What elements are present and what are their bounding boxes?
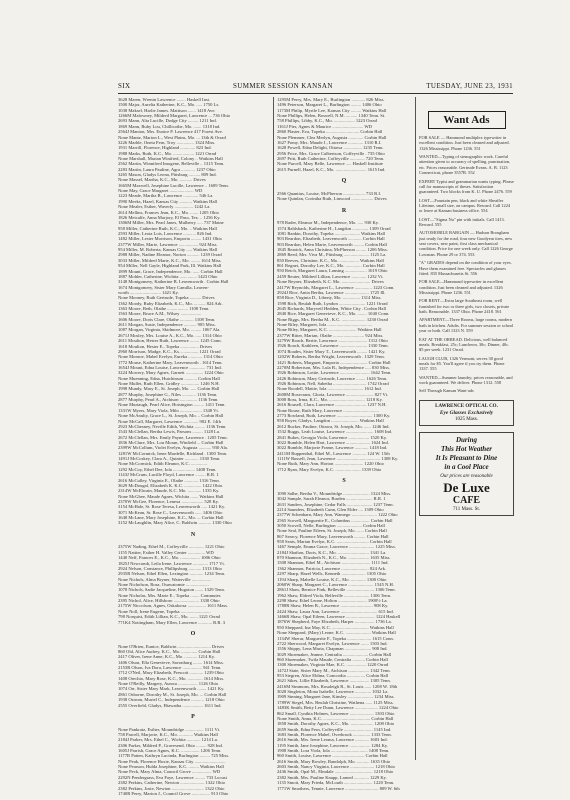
optical-ad: [419, 400, 514, 426]
directory-entry: 1111W Russell, Jean, Lawrence ...................................... 1308 Ky.: [277, 456, 399, 461]
directory-entry: None Peck, Mary Alma, Council Grove ................. WD: [118, 769, 221, 775]
cafe-name: De Luxe: [443, 479, 490, 495]
directory-entry: None Monroe, Mabel Evelyn, Eureka ............ 1314 Ohio: [118, 354, 223, 360]
directory-entry: 950 Reich, Margaret Laura, Lansing ................... 1619 Ohio: [277, 268, 388, 274]
directory-entry: 1926 Robinson, Lottie, Lawrence .......................... 1642 Tenn.: [277, 370, 392, 376]
directory-entry: 1532 Ruggs, Leah Louise, Lawrence ........................ 1608 Ind.: [277, 429, 393, 435]
directory-entry: 2417 Oliver, Irene Anne, K.C., Mo. ........... 1214 Ky.: [118, 654, 215, 660]
directory-entry: 2612 Rucker, Pauline, Ottawa, St. Joseph, Mo. ...... 1246 Ind.: [277, 423, 390, 429]
directory-entry: 1712 Ryan, Mary Evelyn, K.C. ...................... 1339 Ohio: [277, 466, 382, 472]
directory-entry: 1683 Smith, Florence Mabel, Overbrook ............... 1333 Tenn.: [277, 731, 392, 737]
directory-entry: 1202W Roberts, Bertha Wright, Leavenworth . 1329 Tenn.: [277, 354, 385, 360]
directory-entry: 1266M Malowney, Mildred Margaret, Lawrence ... 736 Ohio: [118, 113, 231, 119]
directory-entry: 2611 Morgan, Susie, Independence ........... 905 Miss.: [118, 322, 216, 328]
directory-entry: 1292 McCoy, Ethel Dee, Iola ................... 1408 Tenn.: [118, 466, 217, 472]
directory-entry: 2564J Manion, Mrs. Eunice P. Lawrence 417 Forest Ave.: [118, 129, 223, 135]
directory-entry: 1194 Sharp, Mabelle Louise, K.C., Mo. ............. 1300 Ohio: [277, 576, 387, 582]
want-ad: LOST—"Sigma Nu" pin with initials. Call 1413. Reward. 555: [419, 216, 505, 228]
directory-entry: 858 Rice, Virginia D., Liberty, Mo. ............... 1314 Miss.: [277, 295, 382, 301]
directory-entry: 1740R Perry, Marion J., Council Grove ................ 913 Ohio: [118, 790, 229, 796]
directory-entry: 2306 Parker, Mildred P., Gravesend, Ohio ......... 928 Ind.: [118, 742, 223, 748]
cafe-name-sub: CAFE: [452, 494, 481, 506]
directory-entry: 950 Sheppard, Ina May, K.C. ................................ Watkins Hall: [277, 624, 394, 630]
cafe-ad: [419, 432, 514, 516]
directory-entry: None Rouse, Ruth Mary, Lawrence ...............................: [277, 407, 379, 413]
want-ad: EXPERT Typist and grammarian wants typing. Please call for manuscripts of theses. Satisfaction guaranteed. Two blocks from K. U. Phone 2476. 559: [419, 178, 514, 195]
directory-entry: 867 Searcy, Florence Mary, Leavenworth .......... Corbin Hall: [277, 533, 389, 539]
directory-entry: None McAnulty, Grace L., St. Joseph, Mo. .. Corbin Hall: [118, 413, 224, 419]
directory-entry: 2424 Shaw, Laura Ann, Lawrence ................................ 615 Ind.: [277, 608, 394, 614]
directory-entry: 2214 Saunders, Elizabeth Cunn, Glen Elder .... 1309 Ohio: [277, 506, 384, 512]
directory-entry: 3050 Scovell, Nelle, Burlington ...................... Corbin Hall: [277, 522, 385, 528]
directory-entry: 2411M Ruppenthal, Ethel M., Lawrence ............ 124 W. 15th: [277, 450, 390, 456]
directory-entry: 2988 Miller, Nadine Eleanor, Norton ........... 1239 Orrad: [118, 252, 222, 258]
directory-entry: 2593 Miller, Leota Lois, Lawrence ........... 826 Ind.: [118, 230, 213, 236]
directory-entry: 978 Rader, Eleanor M., Independence, Mo. ..... 930 Ky.: [277, 220, 379, 226]
directory-entry: 3029 Shoemaker, Jeanne, Centralia ...................... Corbin Hall: [277, 651, 392, 657]
directory-entry: 1295M Perry, Mrs. Mary E., Burlington ............ 826 Miss.: [277, 97, 385, 102]
directory-entry: 2184J Shafton, Doris, K.C., Mo. ........................... 1341 La.: [277, 549, 387, 555]
directory-entry: 2298 Shaw, Ethel Leone, Holton ......................... 1900½ La.: [277, 597, 388, 603]
directory-entry: 2382 Perkins, Josie, Newton ............................ 1322 Ohio: [118, 785, 225, 791]
directory-entry: 1988 Marks, Ruth, K.C., Mo. .................. 1221 Orrad: [118, 150, 217, 156]
directory-entry: None Nicholas, Mrs. Marie E., Topeka ........ Commutes: [118, 592, 221, 598]
directory-entry: 2645 Richards, Maryveil Hedden, White City . Corbin Hall: [277, 305, 386, 311]
directory-entry: 3148 Montgomery, Katherine B. Leavenworth . Corbin Hall: [118, 279, 229, 285]
directory-entry: 2615 Purnell, Hazel, K.C., Mo. ........................... 1615 Ind.: [277, 166, 386, 172]
directory-entry: None McCormick, Edith Eleanor, K.C. ..............: [118, 461, 207, 467]
directory-entry: 2184J Parker, Mrs. Ethel C., Wichita ............ 1214 La.: [118, 737, 218, 743]
directory-entry: None Riley, Margaret, K.C. ........................ Watkins Hall: [277, 327, 382, 333]
directory-entry: None Muenning, Edna, Hutchinson ........... Corbin Hall: [118, 375, 220, 381]
directory-entry: 2877 Murphy, Josephine G., Niles ............ 1136 Tenn.: [118, 391, 218, 397]
directory-entry: 1408 Orechio, Mary Rose, K.C., Mo. ............. 1614 Miss.: [118, 675, 225, 681]
section-letter: P: [191, 714, 195, 721]
directory-entry: 1143J McCrum, Lucille Floyd, Lawrence ......... R.R. 1: [118, 472, 219, 478]
directory-entry: 2960 Morrison, Madge, K.C., Ks. ............... 1221 Orrad: [118, 348, 221, 354]
directory-entry: 2616 Smith, Mrs. Irene Leoma, Lawrence ............ 1603 Ind.: [277, 737, 388, 743]
cafe-line: It Is Pleasant to Dine: [435, 453, 498, 462]
directory-entry: 2562 Martin, Winnifred Imogene, Belleville .. 1315 Tenn.: [118, 161, 225, 167]
column-divider: [415, 97, 416, 760]
column-divider: [273, 97, 274, 760]
newspaper-title: SUMMER SESSION KANSAN: [233, 82, 333, 90]
directory-entry: 2956 Price, Mrs. Grace Culbertson, Coffeyville . 735 Ohio: [277, 150, 385, 156]
want-ad: "A" GRADES depend on the condition of your eyes. Have them examined free. Spectacles and glasses fitted. 835 Massachusetts St. 556: [419, 260, 512, 276]
header-rule: [118, 93, 513, 94]
directory-entry: 1500 Major, Aurelia Katherine, K.C., Mo. ..... 1750 Ls.: [118, 102, 220, 108]
directory-entry: 1908 Smith, Lora Viola, Iola ................................ 1408 Tenn.: [277, 748, 390, 754]
directory-entry: 2924J Rice, Anita Bertha, Lawrence ..................... 1725 Ill.: [277, 289, 386, 295]
directory-entry: 1331W Myers, Mary Viola, Milo ................... 1348 Vt.: [118, 407, 219, 413]
directory-entry: 2417W Reynolds, Margaret L., Lawrence ............... 1223 Conn.: [277, 284, 395, 290]
directory-entry: 1962 Shaw, Eldred Viola, Belleville ...................... 1306 Tenn.: [277, 592, 392, 598]
directory-entry: 1482 Miller, Lester Morrison, Emporia ......... 1431 Ohio: [118, 236, 222, 242]
directory-entry: 1605J Parrish, Grace Agnes, K.C. ................ 1206 Tenn.: [118, 748, 222, 754]
directory-entry: 1869 Mann, Ruby Lou, Chillicothe, Mo. ....... 1318 Ind.: [118, 123, 221, 129]
directory-entry: 2923 McChesney, Neville Edith, Wichita ......... 1136 Tenn.: [118, 423, 227, 429]
directory-entry: 1618 Moulton, Hester E., Topeka ................ Drives: [118, 343, 213, 349]
directory-entry: 2621 Sikes, Lillie Elizabeth, Lawrence ................. 1305 Tenn.: [277, 678, 391, 684]
directory-entry: None Pankratz, Esther, Moundridge ................ 1111 Vt.: [118, 726, 221, 732]
directory-entry: 958 Miller, Catherine Ruth, K.C., Mo. .. Watkins Hall: [118, 225, 217, 231]
want-ad: FOR SALE—Hammond typewriter in excellent condition. Just been cleaned and adjusted. 1326 Mississippi. Phone 1236. 551: [419, 279, 504, 295]
directory-entry: 2382 Smith, Mrs. Pauline Knapp, Larned ............. 1229 Ky.: [277, 774, 387, 780]
directory-entry: 3033 Miller, Mildred Marie, K.C., Mo. ........ 1614 Miss.: [118, 257, 222, 263]
directory-entry: 1543 McClellan, Bertha Lewis, Parsons ......... 1128 La.: [118, 429, 221, 435]
issue-date: TUESDAY, JUNE 23, 1931: [426, 82, 513, 90]
directory-entry: 1074 Roades, Sister Mary T., Leavenworth ......... 1421 Ky.: [277, 348, 386, 354]
directory-entry: 1038 Maksel, Harlie James. Mattison ....... 1418 Ave.: [118, 107, 216, 113]
directory-entry: 2924 Nelson, Constance, Phillipsburg ........... 1313 Ohio: [118, 565, 222, 571]
directory-entry: None Massel, Martha, K.C., Mo. ........... Drives: [118, 177, 206, 183]
directory-entry: 1931 Marrill, Florence, Highland ............. 823 Ind.: [118, 145, 212, 151]
directory-entry: 1772 Mouse, Katherine Mary, Leavenworth . 1614 Tenn.: [118, 359, 223, 365]
directory-entry: 1909 Sinning, Margaret Jane, Kinsley ...................... 1234 Miss.: [277, 694, 395, 700]
directory-entry: None Mullet, Ruth Ellen, Gridley ................ 1246 N.H.: [118, 381, 220, 387]
directory-entry: 1177R Patten, Kathryn Lucinda, Burlington ......... 725 Miss.: [118, 753, 230, 759]
directory-entry: 1627 Pomy, Mrs. Maude J., Lawrence ............. 1310 R.I.: [277, 139, 382, 145]
cafe-note: Our prices are reasonable: [440, 473, 493, 479]
directory-entry: 3152 McLaughlin, Mary Alice, C. Baldwin ........... 1330 Ohio: [118, 520, 232, 526]
directory-entry: None O'Brien, Eunice, Baldwin ............................. Drives: [118, 643, 225, 649]
optical-address: 1025 Mass.: [454, 416, 479, 422]
directory-entry: None O'Reilly, Margery, Aurora ................. 1126 Ohio: [118, 681, 219, 687]
directory-entry: 3629 McDougal, Elizabeth K. K.C. ............... 1422 Ohio.: [118, 482, 224, 488]
directory-entry: 2426 Robinson, Mary Gertrude, Lawrence ........ 1626 Tenn.: [277, 375, 388, 381]
directory-entry: 2659 Smith, Edna Fern, Coffeyville ......................... 1145 Ind.: [277, 726, 392, 732]
directory-entry: 1712 O'Neil, Mary Elizabeth, Prescott ............ 1239 Ohio: [118, 670, 224, 676]
directory-entry: 1563 Moore, Bruce A.M., Wilsey ..................: [118, 311, 202, 317]
directory-entry: 1078 Nichols, Sadie Jacqueline, Hugoton ....... 1329 Tenn.: [118, 587, 225, 593]
directory-entry: None Ruth, Mary Ann, Horton ......................... 1220 Ohio: [277, 461, 384, 467]
directory-entry: 1155 Nattier, Esther H. Valley Center ............... WD: [118, 549, 214, 555]
directory-entry: 958 Seats, Marian Evelyn, K.C. ............................ Corbin Hall: [277, 539, 392, 545]
directory-entry: 2616 Rousell, Clara, Lawrence ........................... 1237 N.H.: [277, 402, 387, 408]
directory-entry: 861 Regnet, Dorothy Lee, K.C., Mo. .............. Corbin Hall: [277, 263, 385, 269]
directory-entry: 2693 Mann, Alta Lucille, Dodge City ......... 1211 Ind.: [118, 118, 217, 124]
directory-entry: 1771W Smothers, Tennie, Lawrence ............................. 809 W. 6th: [277, 785, 400, 791]
directory-entry: 2399W McCollum, Violet Evelyn, Augusta ........... 930 Ala.: [118, 445, 228, 451]
directory-entry: 2869 Reed, Mrs. Viva M., Pittsburg ...................... 1125 La.: [277, 252, 387, 258]
directory-entry: None Riley, Margaret, Iola .......................................: [277, 322, 373, 328]
directory-entry: None Noll, Irene Eugene, Topeka ..........................: [118, 608, 211, 614]
directory-entry: 2773 Rowland, Ruth, Lawrence ............................... 1300 Ky.: [277, 413, 391, 419]
directory-entry: 1926 Roach, Kathleen, Lawrence ........................ 1330 Tenn.: [277, 343, 389, 349]
want-ad: WANTED—Summer laundry; prices reasonable, and work guaranteed. We deliver. Phone 1312. 558: [419, 374, 513, 386]
directory-entry: 2436 Smith, Opal M., Elmdale ................................. 1218 Ohio: [277, 769, 394, 775]
cafe-line: During: [455, 435, 477, 444]
directory-entry: 2292N Pendergrass, Eva Faye, Lawrence ......... 733 Locust: [118, 774, 227, 780]
directory-column-left: [118, 97, 268, 796]
directory-entry: 1491J McCoskey, Clara A., Quinter ............ 1330 Tenn.: [118, 456, 221, 462]
directory-entry: None Reyner, Elizabeth, K.C. Mo. ......................... Drives: [277, 279, 384, 285]
directory-entry: worth ........................... 1421 Ky.: [118, 289, 179, 295]
directory-entry: 1421 Roberts, Margaret, Emporia ........................ Corbin Hall: [277, 359, 391, 365]
directory-entry: 2840 Rice, Margaret Genevieve, K.C., Mo. ........ 1040 Conn.: [277, 311, 390, 317]
directory-entry: 1606 Moore, Doris Clare, Olathe ............ 1108 Tenn.: [118, 316, 216, 322]
directory-entry: 960 Smith, Louise, Lawrence ............................ Corbin Hall: [277, 753, 388, 759]
directory-entry: 2935R Nelson, Ethel Ellen, Lexington ............ 1234 Tenn.: [118, 571, 226, 577]
directory-entry: 3226 Marble, Oneta Fern, Troy ............... 1324 Miss.: [118, 139, 216, 145]
directory-entry: 1496 Peterson, Margaret L., Burlington ......... 1406 Ohio: [277, 102, 382, 108]
directory-entry: 2860 Plaster, Eva, Topeka ............................. Corbin Hall: [277, 129, 383, 135]
directory-entry: 1363 Moore, Beth, Olathe .................. 1108 Tenn.: [118, 306, 210, 312]
directory-entry: 2611 Moulton, Hester Ruth, Lawrence ........ 1245 Conn.: [118, 338, 222, 344]
directory-entry: 3628 Maren, Wrenin Lawrence ........ Haskell Inst.: [118, 97, 211, 102]
directory-entry: 2175W Niccolson, Agnes, Oskaloosa ................ 1611 Mass.: [118, 603, 229, 609]
directory-entry: 1087 Morgan, Virginia, Skidmore, Mo. ......... 1067 Ala.: [118, 327, 221, 333]
directory-entry: 3071 McKean, Sr. Rose C., Leavenworth ...... 1406 Ohio: [118, 509, 223, 515]
directory-entry: 1654J Mount, Edna Louise, Lawrence .............. 731 Ind.: [118, 364, 222, 370]
directory-entry: None McCall, Margaret, Lawrence ............. 902 E. 14th: [118, 418, 221, 424]
directory-entry: 2153R Olson, Iva Dora, Lawrence ................. 941 Tenn.: [118, 665, 222, 671]
directory-entry: None Plemmer, Clea Merlyn, Augusta ............. Corbin Hall: [277, 134, 387, 140]
directory-entry: 2608M Rosecrans, Gloria, Lawrence ........................ 827 Vt.: [277, 391, 389, 397]
directory-entry: 1845 Rearick, Anna Christina, McPherson ......... 1206 Miss.: [277, 246, 388, 252]
directory-entry: 2382 Perkins, Catherine, Newton ..................... 1322 Ohio: [118, 780, 226, 786]
directory-entry: 1836 McClure, Mrs. Lou Moran, Winfield ... Corbin Hall: [118, 440, 224, 445]
directory-entry: None May, Grace Margaret ..................... WD: [118, 188, 203, 194]
directory-entry: None Mealer, Esther, Waverly ................ 1242 La.: [118, 204, 211, 210]
directory-entry: 2375W Nading, Ethel M., Coffeyville ............. 1221 Ohio: [118, 544, 225, 550]
directory-entry: 1598 Rich, Beulah Ruth, Lyndon ....................... 1221 Orrad: [277, 300, 388, 306]
directory-entry: 862 Small, Cynthia Holmes, Lawrence ..................... 1303 Ohio: [277, 710, 395, 716]
directory-entry: 2395 Nichol, Alice, Hillsboro ...................... 1330 Ohio: [118, 598, 220, 604]
directory-entry: 903 Reardon, Helen Marie, Leavenworth ......... Corbin Hall: [277, 241, 387, 247]
directory-entry: 2297 Sharp, Hazel Wells, Kenneth ..................... 1305 Ohio: [277, 571, 387, 577]
want-ad: Sell Through Kansan Want-ads: [419, 388, 474, 394]
directory-entry: 1674 Montgomery, Sister Mary Camilla, Leaven-: [118, 284, 209, 290]
directory-entry: 1173M Philip, Myrtle Lee, Kansas City ......... Watkins Hall: [277, 107, 387, 113]
directory-entry: 1467 Semple, Emma Grace, Lawrence ...................... 1225 Miss.: [277, 544, 396, 550]
want-ad: WANTED—Typing of stenographic work. Careful attention given to accuracy of spelling, punctuation, etc. Prices reasonable. Gertrude Evans. A. B. 1123 Connecticut, phone 3557R. 552: [419, 154, 511, 176]
directory-entry: 850 Reeves, Christine, K.C., Mo. ................. Watkins Hall: [277, 257, 384, 263]
want-ad: EAT AT THE ORREAD. Delicious, well balanced meals. Breakfast, 25c; Luncheon, 30c; Dinner, 40c. $5 per week. 1231 Orrad.: [419, 336, 510, 353]
directory-entry: 2314W McElwain, Maude, K.C. Mo. ............ 1335 Ky.: [118, 488, 220, 494]
directory-entry: 860 Old, Alice Audrey, K.C., Mo. .............. Corbin Hall: [118, 648, 221, 654]
want-ad: LOST—Fountain pen, black and white Sheaffer Lifetime, small size, on campus. Reward. Call 1224 or leave at Kansan business office. 554: [419, 197, 511, 214]
directory-entry: 2631 Sanders, Josephine, Cedar Falls ...................... 1237 Tenn.: [277, 501, 394, 507]
directory-entry: None Murtaugh, Pearl Alice, Hoisington ......... 1411 Tenn.: [118, 402, 226, 408]
cafe-line: in a Cool Place: [444, 462, 489, 471]
directory-entry: None Mantz, Marion L., West Plains, Mo. ... 13th & Orrad: [118, 134, 226, 140]
directory-entry: 1466R Shaw, Opal Eileen, Lawrence ......................... 1224 Haskell: [277, 614, 401, 620]
directory-entry: 2616 Smith, Mary Rowley, Randolph, Mo. ........... 1635 Ohio: [277, 758, 391, 764]
directory-entry: 953 Siegren, Alice Eldina, Concordia ................ Corbin Hall: [277, 673, 389, 679]
directory-entry: 3154 McHale, St. Rose Teresa, Leavenworth ..... 1421 Ky.: [118, 504, 226, 510]
want-ad: LAUGH CLUB, 1326 Vermont, serves 30 good meals for $5. You'll agree if you try them. Phone 1337. 555: [419, 355, 505, 372]
directory-entry: 2555 Overfield, Gladys, Hiawatha .................. 1611 Ind.: [118, 702, 222, 708]
directory-entry: 1789W Siegel, Mrs. Beulah Christine, Wathena ...... 1125 Miss.: [277, 699, 394, 705]
section-letter: N: [190, 532, 196, 539]
directory-entry: 1628 Powell, Edna Delight, Ottawa ................ 1235 Tenn.: [277, 145, 384, 151]
directory-entry: 1362 Shannon, Patricia, Lawrence ........................ 824 Ark.: [277, 565, 387, 571]
directory-entry: 3028 Singleton, Mona Isabelle, Lawrence .............. 1032 La.: [277, 689, 389, 695]
directory-entry: None Nicholson, Rosa, Osawatomie ....................: [118, 581, 209, 587]
directory-entry: 1788R Shaw, Helen B., Lawrence ............................ 908 Ky.: [277, 603, 389, 609]
directory-entry: 1990 Meeks, Hazel, Kansas City ........... Watkins Hall: [118, 198, 218, 204]
directory-entry: 960 Shoemaker, Twila Maude, Centralia ........... Corbin Hall: [277, 656, 388, 662]
cafe-address: 711 Mass. St.: [452, 506, 481, 512]
directory-entry: 2377W Schenbarn, Mary Ann, Wamego ...................... 1222 Ohio: [277, 512, 398, 518]
page-number: SIX: [118, 82, 131, 90]
directory-entry: 3279W Roach, Bertie, Lawrence ......................... 1312 Ohio: [277, 338, 388, 344]
section-letter: Q: [341, 178, 347, 185]
directory-entry: 2603 Smith, Nancy Virginia, Lawrence ..................... 1218 Ohio: [277, 764, 395, 770]
directory-entry: None Roodell, Mattie, Iola ............................... 1612 Ind.: [277, 386, 382, 392]
directory-entry: 2270M Robertson, Mrs. Lula B., Independence ..... 830 Miss.: [277, 364, 391, 370]
directory-entry: 3224 Mowery, Mary Agnes, Garnett ............... 1224 Ohio: [118, 370, 224, 376]
directory-entry: 3265 Mason, Gladys Leona, Pittsburg .......... 809 Ind.: [118, 172, 217, 178]
directory-entry: 1926 Robinson, Nell, Sabetha ............................. 1742 Orrad: [277, 380, 389, 386]
directory-entry: 954 Miller, M. Roberta, Kansas City ..... Watkins Hall: [118, 247, 218, 253]
directory-entry: 1306M Miller, Mrs. Pearl Janes, Mulberry ..... 737 Maine: [118, 220, 224, 226]
directory-entry: 1876W Shepherd, Faye Elizabeth, Harper ................. 1736 La.: [277, 619, 392, 625]
directory-entry: 1938 Ostrom, Muriel C., Independence ........... 1218 Ohio: [118, 697, 225, 703]
want-ad: FOR SALE — Hammond multiplex typewriter in excellent condition. Just been cleaned and adjusted. 1326 Mississippi. Phone 1236. 551: [419, 135, 510, 151]
directory-entry: 1081 Rankin, Dorothy, Topeka ...................... Watkins Hall: [277, 230, 386, 236]
directory-entry: 2614 Mellins, Frances Jean, K.C., Mo. ....... 1205 Ohio: [118, 209, 219, 215]
want-ad: AUTOMOBILE BARGAIN — Hudson Brougham just ready for the road, four new Goodyear tires, new seat covers, new paint, first class mechanical condition. Price for one week only. Call 1226 George Lowman. Phone 29 or 374. 553: [419, 230, 513, 257]
optical-tagline: Eye Glasses Exclusively: [439, 409, 494, 416]
want-ad: APARTMENT—Three Rooms, large rooms, modern bath in kitchen. Adults. For summer session or school year or both. Call 1323 N. 559: [419, 317, 514, 334]
directory-entry: None Mooney, Ruth Gertrude, Topeka .......... Drives: [118, 295, 215, 301]
directory-entry: 3008 Ross, Irma, K.C., Mo. ............................... 1218 Ky.: [277, 397, 383, 403]
cafe-line: This Hot Weather: [440, 444, 493, 453]
section-letter: R: [341, 207, 347, 214]
directory-entry: 1074 Orr, Sister Mary Mark, Leavenworth ........ 1421 Ky.: [118, 686, 225, 692]
directory-entry: 2416M Simmons, Mrs. Rosaleigh R., St. Louis ...... 1208 W. 18th: [277, 683, 398, 689]
directory-entry: 1858 Smith, Dorothy Agnes, K.C., Mo. .................... 1208 Ohio: [277, 721, 395, 727]
directory-entry: 1134W Sherar, Marguerite F., Topeka ..................... 1615 Conn.: [277, 635, 394, 641]
directory-column-middle: [277, 97, 411, 791]
directory-entry: 1899 Mount, Grace, Independence, Mo. ...... Corbin Hall: [118, 268, 223, 274]
directory-entry: 798 Norquist, Edith Lillian, K.C., Mo. ....... 1221 Orrad: [118, 614, 220, 620]
directory-entry: 771K4 Nottingham, Mary Ellen, Lawrence ............ R.R. 3: [118, 619, 226, 625]
directory-entry: 2060W Sharp, Margaret C., Lawrence ...................... 1545 N.H.: [277, 581, 394, 587]
directory-entry: None Pearson, Hulda Josephine, K.C. ......... Watkins Hall: [118, 764, 224, 770]
directory-entry: 1406 Olson, Ella Genevieve, Savonburg ........ 1614 Miss.: [118, 659, 224, 665]
directory-entry: 758 Phillips, Libby, K.C., Mo. .................. 1223 Orrad: [277, 118, 377, 124]
directory-entry: 1472J Siate, Sister Mary M., Atchison .................. 1342 Tenn.: [277, 667, 391, 673]
directory-entry: 1135 Smott, Mary Frieda, McLouth ......................... 1220 Tenn.: [277, 780, 395, 786]
directory-entry: None Purcell, Mary Belle, Lawrence ..... Haskell Institute: [277, 161, 383, 167]
directory-entry: 2672 McClellan, Mrs. Emily Payne, Lawrence . 1205 Tenn.: [118, 434, 228, 440]
directory-entry: 2841 Rukes, Georgia Viola, Lawrence .................. 1520 Ky.: [277, 434, 387, 440]
directory-entry: 2722 Sherwood, Margaret Evelyn, Lawrence ....... 1503 Ind.: [277, 640, 388, 646]
want-ad: FOR RENT—Extra large Southeast room, well furnished for two or three girls, two closets, private bath. Reasonable. 1337 Ohio. Phone 2418. 561: [419, 298, 510, 315]
directory-entry: 2616 McCulley, Virginia E., Olathe ............ 1316 Tenn.: [118, 477, 220, 483]
directory-entry: 1826 Metcalfe, Anna Marjory, El Paso, Tex. .. 1256 Ky.: [118, 214, 221, 220]
directory-entry: None Phillips, Helen, Boswell, N.M. .......... 1340 Tenn. St.: [277, 113, 386, 119]
directory-entry: 2861J Shaw, Bernice Fink, Belleville ........................ 1306 Tenn.: [277, 587, 396, 593]
directory-entry: 2697 Pritt, Ruth Catherine, Coffeyville ............. 720 Tenn.: [277, 155, 385, 161]
section-letter: O: [190, 631, 196, 638]
directory-entry: None Riggs, Mrs. Bertha M., K.C. ..................... 1230 Orrad: [277, 316, 388, 322]
directory-entry: 2370W McGee, Florence, Lenexa ................... 528 Ky.: [118, 498, 219, 504]
directory-entry: 1665M Maxwell, Josephine Lucille, Lawrence .. 1609 Tenn.: [118, 182, 229, 188]
directory-entry: 1887 Mohler, Catherine, Wichita ............... 1423 Ohio: [118, 273, 218, 279]
directory-entry: 1556 Shippy, Lena Maria, Chapman ....................... 908 Ind.: [277, 646, 388, 652]
directory-entry: 1483K Smith, Betty Lee Dunn, Lawrence .................... 1224 Ohio: [277, 705, 399, 711]
directory-entry: 1998 Mundy, Mary E., St. Joseph, Mo. ..... Corbin Hall: [118, 386, 220, 392]
want-ads-heading: Want Ads: [428, 111, 506, 129]
directory-entry: 2566 Quantius, Louise, McPherson ................... 733 R.I.: [277, 190, 381, 196]
directory-entry: 758 Parcell, Marjorie, K.C., Mo. ............ Watkins Hall: [118, 731, 218, 737]
directory-entry: None McGhee, Maude Agnes, Wichita ....... Watkins Hall: [118, 493, 224, 499]
directory-entry: 1825J Newcomb, Leila Irene, Lawrence ............. 1717 Vt.: [118, 560, 225, 566]
directory-entry: 3042 Sample, Sarah Eleanor, Burden ....................... R.R. 1: [277, 496, 386, 502]
directory-entry: 1508 Shannon, Ethel M., Atchison ......................... 1111 Ind.: [277, 560, 389, 566]
directory-entry: None Nichols, Alma Bryner, Waterville .................: [118, 576, 212, 582]
directory-entry: 2565 Scovell, Marguerite E., Columbus ................ Corbin Hall: [277, 517, 393, 523]
directory-entry: 2377W Miller, Marie, Lawrence ................. 924 Miss.: [118, 241, 218, 247]
directory-entry: 1362 Moody, Ruby Elizabeth, K.C., Mo. .......... 824 Ark.: [118, 300, 223, 306]
directory-entry: None Quinlan, Corintha Ruth, Linwood ................... Drives: [277, 196, 387, 202]
directory-entry: 3022 Rumble, Helen Hart, Lawrence ..................... 1624 Ind.: [277, 439, 389, 445]
directory-entry: 1223 Meade, Martha B., Lawrence ............. 546 La.: [118, 193, 214, 199]
directory-entry: 3022 Rumble, Marjorie Frame, Lawrence ............ 1418 Ind.: [277, 445, 388, 451]
directory-entry: 870 Shannon, Elizabeth N., K.C., Mo. .................. 1635 Miss.: [277, 555, 391, 561]
directory-entry: 2283 Martin, Laura Pauline, Agra ............ 1237 Ohio: [118, 166, 216, 172]
directory-entry: 954 Miller, Nell Gayle, Highland Park, Ill. Watkins Hall: [118, 263, 222, 269]
optical-name: LAWRENCE OPTICAL CO.: [435, 403, 498, 409]
directory-entry: 2459 Reuter, Mildred Lillian, Lawrence ............. 1232 Vt.: [277, 273, 384, 279]
directory-entry: 1281W McCormick, Irene Mardelle, Richland . 1300 Tenn.: [118, 450, 228, 456]
want-ads-column: [419, 97, 514, 760]
directory-entry: 2861 Osborne, Dorothy M., St. Joseph, Mo. ... Corbin Hall: [118, 691, 227, 697]
directory-entry: None Marshall, Marian Winifred, Colony .. Watkins Hall: [118, 155, 223, 161]
directory-entry: 2671J Mosley, Mrs. Louise A., K.C., Mo. ..... 1314 Ohio: [118, 332, 222, 338]
directory-entry: None Peak, Florence Hoxie, Kansas City ...........................: [118, 758, 226, 764]
directory-entry: 1161J Pier, Agnes & Maurice ........................... WD: [277, 123, 372, 129]
directory-entry: 1648 McLane, Mary Josephine, K.C., Mo. ... Corbin Hall: [118, 515, 224, 521]
directory-entry: 1300 Shoemaker, Virginia Mae, K.C. ................. 1220 Orrad: [277, 662, 389, 668]
directory-entry: None Sheppard, (Mary) Leone, K.C. ...................... Watkins Hall: [277, 630, 396, 636]
directory-entry: 1574 Rahlsback, Katherine H., Langdon .............. 1309 Orrad: [277, 225, 391, 231]
directory-entry: 1090 Salbe, Bertha V., Moundridge ....................... 1324 Miss.: [277, 490, 392, 496]
directory-entry: 958 Royer, Gladys, Langdon ........................ Watkins Hall: [277, 418, 384, 424]
directory-entry: 1440 Neff, Frances E., K.C., Mo. ................. 1006 Ohio: [118, 555, 221, 561]
directory-entry: 903 Reardon, Elizabeth, Leavenworth ............ Corbin Hall: [277, 236, 385, 242]
directory-entry: None Seal, Pauline Eileen, St. Joseph, Mo. ...... Corbin Hall: [277, 528, 387, 534]
directory-entry: None Smith, Anna, K.C. ......................................... Corbin Hall: [277, 715, 394, 721]
section-letter: S: [342, 478, 346, 485]
directory-entry: 1195 Smith, Jane Josephine, Lawrence .................. 1284 Ky.: [277, 742, 389, 748]
directory-entry: 2877 Murphy, Pearl A., Atchison ............... 1136 Tenn.: [118, 397, 219, 403]
directory-entry: 2377W Ritter, Marian, Olathe ........................... 924 Miss.: [277, 332, 384, 338]
want-ads-list: [419, 135, 514, 394]
